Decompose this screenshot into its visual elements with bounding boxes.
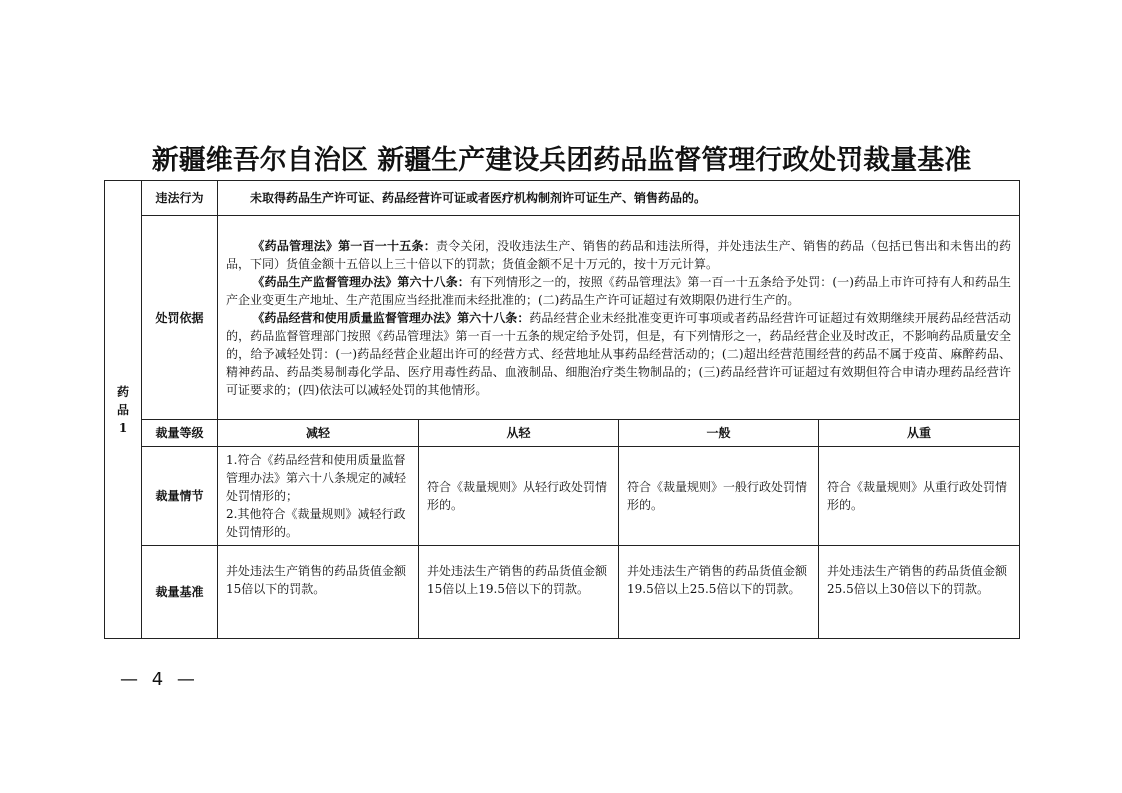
- category-cell: [105, 181, 142, 639]
- circumstance-lenient: 符合《裁量规则》从轻行政处罚情形的。: [419, 447, 619, 546]
- standard-mitigated: 并处违法生产销售的药品货值金额15倍以下的罚款。: [218, 546, 419, 639]
- level-header-severe: 从重: [819, 420, 1020, 447]
- level-header-general: 一般: [619, 420, 819, 447]
- circumstances-label: 裁量情节: [142, 447, 218, 546]
- circumstances-row: [105, 447, 1020, 546]
- basis-law-body: 责令关闭，没收违法生产、销售的药品和违法所得，并处违法生产、销售的药品（包括已售出和未售出的药品，下同）货值金额十五倍以上三十倍以下的罚款；货值金额不足十万元的，按十万元计算。: [226, 238, 1011, 271]
- category-char-1: 药: [116, 384, 129, 399]
- category-char-2: 品: [116, 402, 129, 417]
- basis-text: [218, 216, 1020, 420]
- standard-general: 并处违法生产销售的药品货值金额19.5倍以上25.5倍以下的罚款。: [619, 546, 819, 639]
- basis-paragraph: [226, 273, 1011, 309]
- page-number: — 4 —: [120, 669, 199, 690]
- standard-lenient: 并处违法生产销售的药品货值金额15倍以上19.5倍以下的罚款。: [419, 546, 619, 639]
- penalty-table: [104, 180, 1020, 639]
- category-number: 1: [118, 420, 128, 435]
- levels-label: 裁量等级: [142, 420, 218, 447]
- standards-label: 裁量基准: [142, 546, 218, 639]
- level-header-lenient: 从轻: [419, 420, 619, 447]
- standards-row: [105, 546, 1020, 639]
- violation-row: [105, 181, 1020, 216]
- basis-law-body: 药品经营企业未经批准变更许可事项或者药品经营许可证超过有效期继续开展药品经营活动的，药品监督管理部门按照《药品管理法》第一百一十五条的规定给予处罚，但是，有下列情形之一，药品经营企业及时改正，不影响药品质量安全的，给予减轻处罚：(一)药品经营企业超出许可的经营方式、经营地址从事药品经营活动的；(二)超出经营范围经营的药品不属于疫苗、麻醉药品、精神药品、药品类易制毒化学品、医疗用毒性药品、血液制品、细胞治疗类生物制品的；(三)药品经营许可证超过有效期但符合申请办理药品经营许可证要求的；(四)依法可以减轻处罚的其他情形。: [226, 310, 1012, 397]
- circumstance-general: 符合《裁量规则》一般行政处罚情形的。: [619, 447, 819, 546]
- circumstance-severe: 符合《裁量规则》从重行政处罚情形的。: [819, 447, 1020, 546]
- level-header-mitigated: 减轻: [218, 420, 419, 447]
- basis-law-ref: 《药品生产监督管理办法》第六十八条：: [252, 274, 470, 289]
- violation-label: 违法行为: [142, 181, 218, 216]
- levels-row: [105, 420, 1020, 447]
- basis-paragraph: [226, 309, 1011, 399]
- basis-law-ref: 《药品管理法》第一百一十五条：: [252, 238, 436, 253]
- basis-paragraph: [226, 237, 1011, 273]
- basis-law-ref: 《药品经营和使用质量监督管理办法》第六十八条：: [252, 310, 530, 325]
- standard-severe: 并处违法生产销售的药品货值金额25.5倍以上30倍以下的罚款。: [819, 546, 1020, 639]
- violation-text: 未取得药品生产许可证、药品经营许可证或者医疗机构制剂许可证生产、销售药品的。: [218, 181, 1020, 216]
- basis-label: 处罚依据: [142, 216, 218, 420]
- basis-law-body: 有下列情形之一的，按照《药品管理法》第一百一十五条给予处罚：(一)药品上市许可持有人和药品生产企业变更生产地址、生产范围应当经批准而未经批准的；(二)药品生产许可证超过有效期限仍进行生产的。: [226, 274, 1011, 307]
- page-title: 新疆维吾尔自治区 新疆生产建设兵团药品监督管理行政处罚裁量基准: [151, 145, 972, 176]
- circumstance-mitigated: 1.符合《药品经营和使用质量监督管理办法》第六十八条规定的减轻处罚情形的； 2.其他符合《裁量规则》减轻行政处罚情形的。: [218, 447, 419, 546]
- basis-row: [105, 216, 1020, 420]
